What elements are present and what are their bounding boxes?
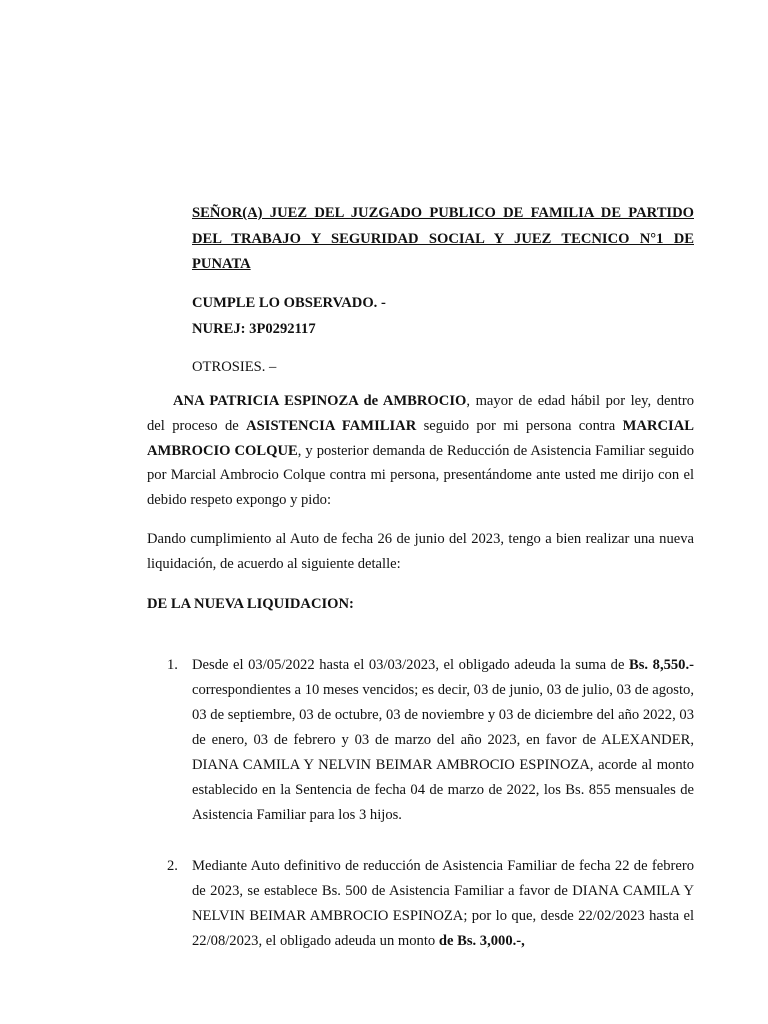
nurej-line: NUREJ: 3P0292117 — [192, 321, 316, 337]
otrosies-line: OTROSIES. – — [192, 359, 277, 375]
item-1-text-a: Desde el 03/05/2022 hasta el 03/03/2023, el obligado adeuda la suma de — [192, 657, 630, 673]
intro-text-3: , y posterior demanda de Reducción de Asistencia Familiar seguido por Marcial Ambrocio Colque contra mi persona, presentándome ante usted me dirijo con el debido respeto expongo y pido: — [147, 442, 695, 509]
list-item-text — [192, 653, 694, 828]
addressee-heading: SEÑOR(A) JUEZ DEL JUZGADO PUBLICO DE FAMILIA DE PARTIDO DEL TRABAJO Y SEGURIDAD SOCIAL Y JUEZ TECNICO N°1 DE PUNATA — [192, 205, 694, 272]
list-item-number: 1. — [167, 657, 178, 673]
plaintiff-name: ANA PATRICIA ESPINOZA de AMBROCIO — [173, 393, 467, 409]
item-1-amount: Bs. 8,550.- — [629, 657, 694, 673]
item-1-text-b: correspondientes a 10 meses vencidos; es decir, 03 de junio, 03 de julio, 03 de agosto, 03 de septiembre, 03 de octubre, 03 de noviembre y 03 de diciembre del año 2022, 03 de enero, 03 de febrero y 03 de marzo del año 2023, en favor de ALEXANDER, DIANA CAMILA Y NELVIN BEIMAR AMBROCIO ESPINOZA, acorde al monto establecido en la Sentencia de fecha 04 de marzo de 2022, los Bs. 855 mensuales de Asistencia Familiar para los 3 hijos. — [192, 682, 694, 823]
defendant-name: MARCIAL AMBROCIO COLQUE — [147, 417, 695, 459]
list-item — [147, 653, 694, 828]
intro-text-2: seguido por mi persona contra — [416, 417, 623, 434]
intro-paragraph — [147, 389, 694, 513]
subject-line: CUMPLE LO OBSERVADO. - — [192, 295, 386, 311]
compliance-paragraph: Dando cumplimiento al Auto de fecha 26 de junio del 2023, tengo a bien realizar una nueva liquidación, de acuerdo al siguiente detalle: — [147, 531, 694, 572]
item-2-text-a: Mediante Auto definitivo de reducción de Asistencia Familiar de fecha 22 de febrero de 2023, se establece Bs. 500 de Asistencia Familiar a favor de DIANA CAMILA Y NELVIN BEIMAR AMBROCIO ESPINOZA; por lo que, desde 22/02/2023 hasta el 22/08/2023, el obligado adeuda un monto — [192, 858, 694, 949]
list-item — [147, 854, 694, 954]
list-item-number: 2. — [167, 858, 178, 874]
item-2-amount: de Bs. 3,000.-, — [438, 933, 525, 949]
intro-text-1: , mayor de edad hábil por ley, dentro del proceso de — [147, 393, 694, 434]
section-title: DE LA NUEVA LIQUIDACION: — [147, 596, 354, 612]
process-name: ASISTENCIA FAMILIAR — [246, 417, 417, 434]
list-item-text — [192, 854, 694, 954]
